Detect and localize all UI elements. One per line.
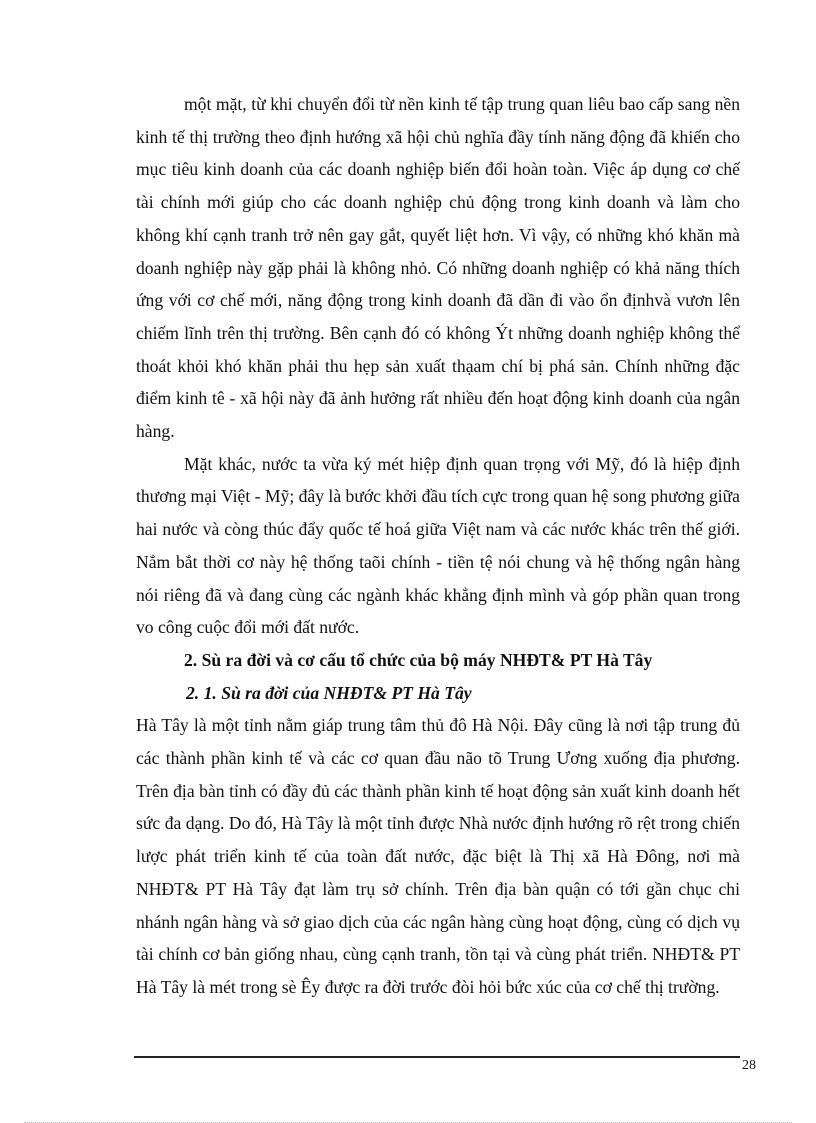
page-number: 28 (742, 1058, 756, 1073)
subsection-heading: 2. 1. Sù ra đời của NHĐT& PT Hà Tây (186, 682, 472, 703)
paragraph-1: một mặt, từ khi chuyển đổi từ nền kinh tế tập trung quan liêu bao cấp sang nền kinh tế thị trường theo định hướng xã hội chủ nghĩa đầy tính năng động đã khiến cho mục tiêu kinh doanh của các doanh nghiệp biến đổi hoàn toàn. Việc áp dụng cơ chế tài chính mới giúp cho các doanh nghiệp chủ động trong kinh doanh và làm cho không khí cạnh tranh trở nên gay gắt, quyết liệt hơn. Vì vậy, có những khó khăn mà doanh nghiệp này gặp phải là không nhỏ. Có những doanh nghiệp có khả năng thích ứng với cơ chế mới, năng động trong kinh doanh đã dần đi vào ổn địnhvà vươn lên chiếm lĩnh trên thị trường. Bên cạnh đó có không Ýt những doanh nghiệp không thể thoát khỏi khó khăn phải thu hẹp sản xuất thạam chí bị phá sản. Chính những đặc điểm kinh tê - xã hội này đã ảnh hưởng rất nhiều đến hoạt động kinh doanh của ngân hàng. (136, 94, 740, 442)
body-text (136, 88, 740, 1004)
section-heading: 2. Sù ra đời và cơ cấu tổ chức của bộ máy NHĐT& PT Hà Tây (184, 649, 653, 670)
footer-divider (134, 1056, 740, 1058)
paragraph-2: Mặt khác, nước ta vừa ký mét hiệp định quan trọng với Mỹ, đó là hiệp định thương mại Việt - Mỹ; đây là bước khởi đầu tích cực trong quan hệ song phương giữa hai nước và còng thúc đẩy quốc tế hoá giữa Việt nam và các nước khác trên thế giới. Nắm bắt thời cơ này hệ thống taõi chính - tiền tệ nói chung và hệ thống ngân hàng nói riêng đã và đang cùng các ngành khác khẳng định mình và góp phần quan trong vo công cuộc đổi mới đất nước. (136, 453, 740, 638)
paragraph-3: Hà Tây là một tỉnh nằm giáp trung tâm thủ đô Hà Nội. Đây cũng là nơi tập trung đủ các thành phần kinh tế và các cơ quan đầu não tõ Trung Ương xuống địa phương. Trên địa bàn tỉnh có đầy đủ các thành phần kinh tế hoạt động sản xuất kinh doanh hết sức đa dạng. Do đó, Hà Tây là một tỉnh được Nhà nước định hướng rõ rệt trong chiến lược phát triển kinh tế của toàn đất nước, đặc biệt là Thị xã Hà Đông, nơi mà NHĐT& PT Hà Tây đạt làm trụ sở chính. Trên địa bàn quận có tới gần chục chi nhánh ngân hàng và sở giao dịch của các ngân hàng cùng hoạt động, cùng có dịch vụ tài chính cơ bản giống nhau, cùng cạnh tranh, tồn tại và cùng phát triển. NHĐT& PT Hà Tây là mét trong sè Êy được ra đời trước đòi hỏi bức xúc của cơ chế thị trường. (136, 715, 740, 997)
